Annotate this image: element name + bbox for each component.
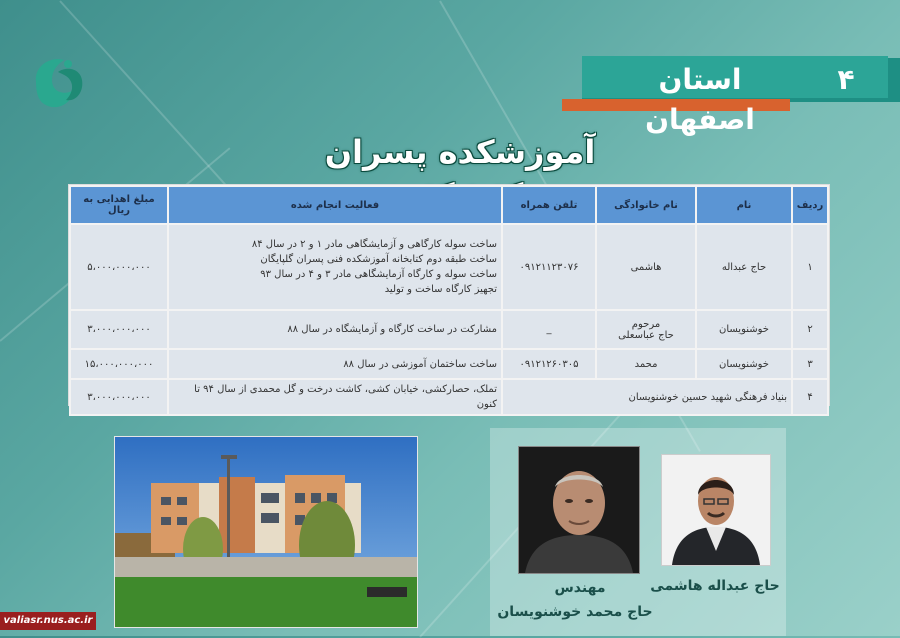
- cell-index: ۳: [792, 349, 828, 379]
- cell-amount: ۵،۰۰۰،۰۰۰،۰۰۰: [70, 224, 168, 310]
- cell-merged-name: بنیاد فرهنگی شهید حسین خوشنویسان: [502, 379, 792, 415]
- cell-amount: ۱۵،۰۰۰،۰۰۰،۰۰۰: [70, 349, 168, 379]
- cell-first-name: خوشنویسان: [696, 310, 792, 349]
- table-row: [70, 379, 828, 415]
- activity-line: ساخت سوله کارگاهی و آزمایشگاهی مادر ۱ و ۲ در سال ۸۴: [251, 239, 497, 250]
- col-amount: مبلغ اهدایی به ریال: [70, 186, 168, 224]
- cell-last-name: [596, 310, 696, 349]
- col-phone: تلفن همراه: [502, 186, 596, 224]
- cell-index: ۲: [792, 310, 828, 349]
- section-number: ۴: [837, 63, 855, 96]
- building-photo: [114, 436, 418, 628]
- portrait-hashemi: [661, 454, 771, 566]
- table-row: [70, 310, 828, 349]
- cell-activity: مشارکت در ساخت کارگاه و آزمایشگاه در سال ۸۸: [168, 310, 502, 349]
- activity-line: تجهیز کارگاه ساخت و تولید: [384, 284, 497, 295]
- page-title: آموزشکده پسران: [324, 133, 596, 171]
- activity-line: ساخت سوله و کارگاه آزمایشگاهی مادر ۳ و ۴ در سال ۹۳: [260, 269, 497, 280]
- footer-url: valiasr.nus.ac.ir: [0, 612, 96, 630]
- cell-activity: تملک، حصارکشی، خیابان کشی، کاشت درخت و گل محمدی از سال ۹۴ تا کنون: [168, 379, 502, 415]
- cell-amount: ۳،۰۰۰،۰۰۰،۰۰۰: [70, 379, 168, 415]
- portrait-khoshnevisan: [518, 446, 640, 574]
- last-name-line: مرحوم: [631, 318, 661, 330]
- cell-index: ۱: [792, 224, 828, 310]
- table-row: [70, 224, 828, 310]
- caption-title-engineer: مهندس: [554, 580, 606, 596]
- col-index: ردیف: [792, 186, 828, 224]
- cell-first-name: خوشنویسان: [696, 349, 792, 379]
- col-activity: فعالیت انجام شده: [168, 186, 502, 224]
- cell-index: ۴: [792, 379, 828, 415]
- caption-khoshnevisan: حاج محمد خوشنویسان: [497, 604, 653, 620]
- table-row: [70, 349, 828, 379]
- col-first-name: نام: [696, 186, 792, 224]
- province-title: استان اصفهان: [645, 63, 755, 136]
- cell-phone: ۰۹۱۲۱۱۲۳۰۷۶: [502, 224, 596, 310]
- cell-phone: _: [502, 310, 596, 349]
- cell-last-name: محمد: [596, 349, 696, 379]
- cell-last-name: هاشمی: [596, 224, 696, 310]
- cell-activity: [168, 224, 502, 310]
- cell-activity: ساخت ساختمان آموزشی در سال ۸۸: [168, 349, 502, 379]
- table-header-row: [70, 186, 828, 224]
- col-last-name: نام خانوادگی: [596, 186, 696, 224]
- university-logo-icon: [28, 52, 86, 114]
- caption-hashemi: حاج عبداله هاشمی: [650, 578, 780, 594]
- cell-amount: ۳،۰۰۰،۰۰۰،۰۰۰: [70, 310, 168, 349]
- cell-first-name: حاج عبداله: [696, 224, 792, 310]
- last-name-line: حاج عباسعلی: [618, 329, 674, 341]
- activity-line: ساخت طبقه دوم کتابخانه آموزشکده فنی پسران گلپایگان: [260, 254, 497, 265]
- donors-table: [68, 184, 830, 410]
- cell-phone: ۰۹۱۲۱۲۶۰۳۰۵: [502, 349, 596, 379]
